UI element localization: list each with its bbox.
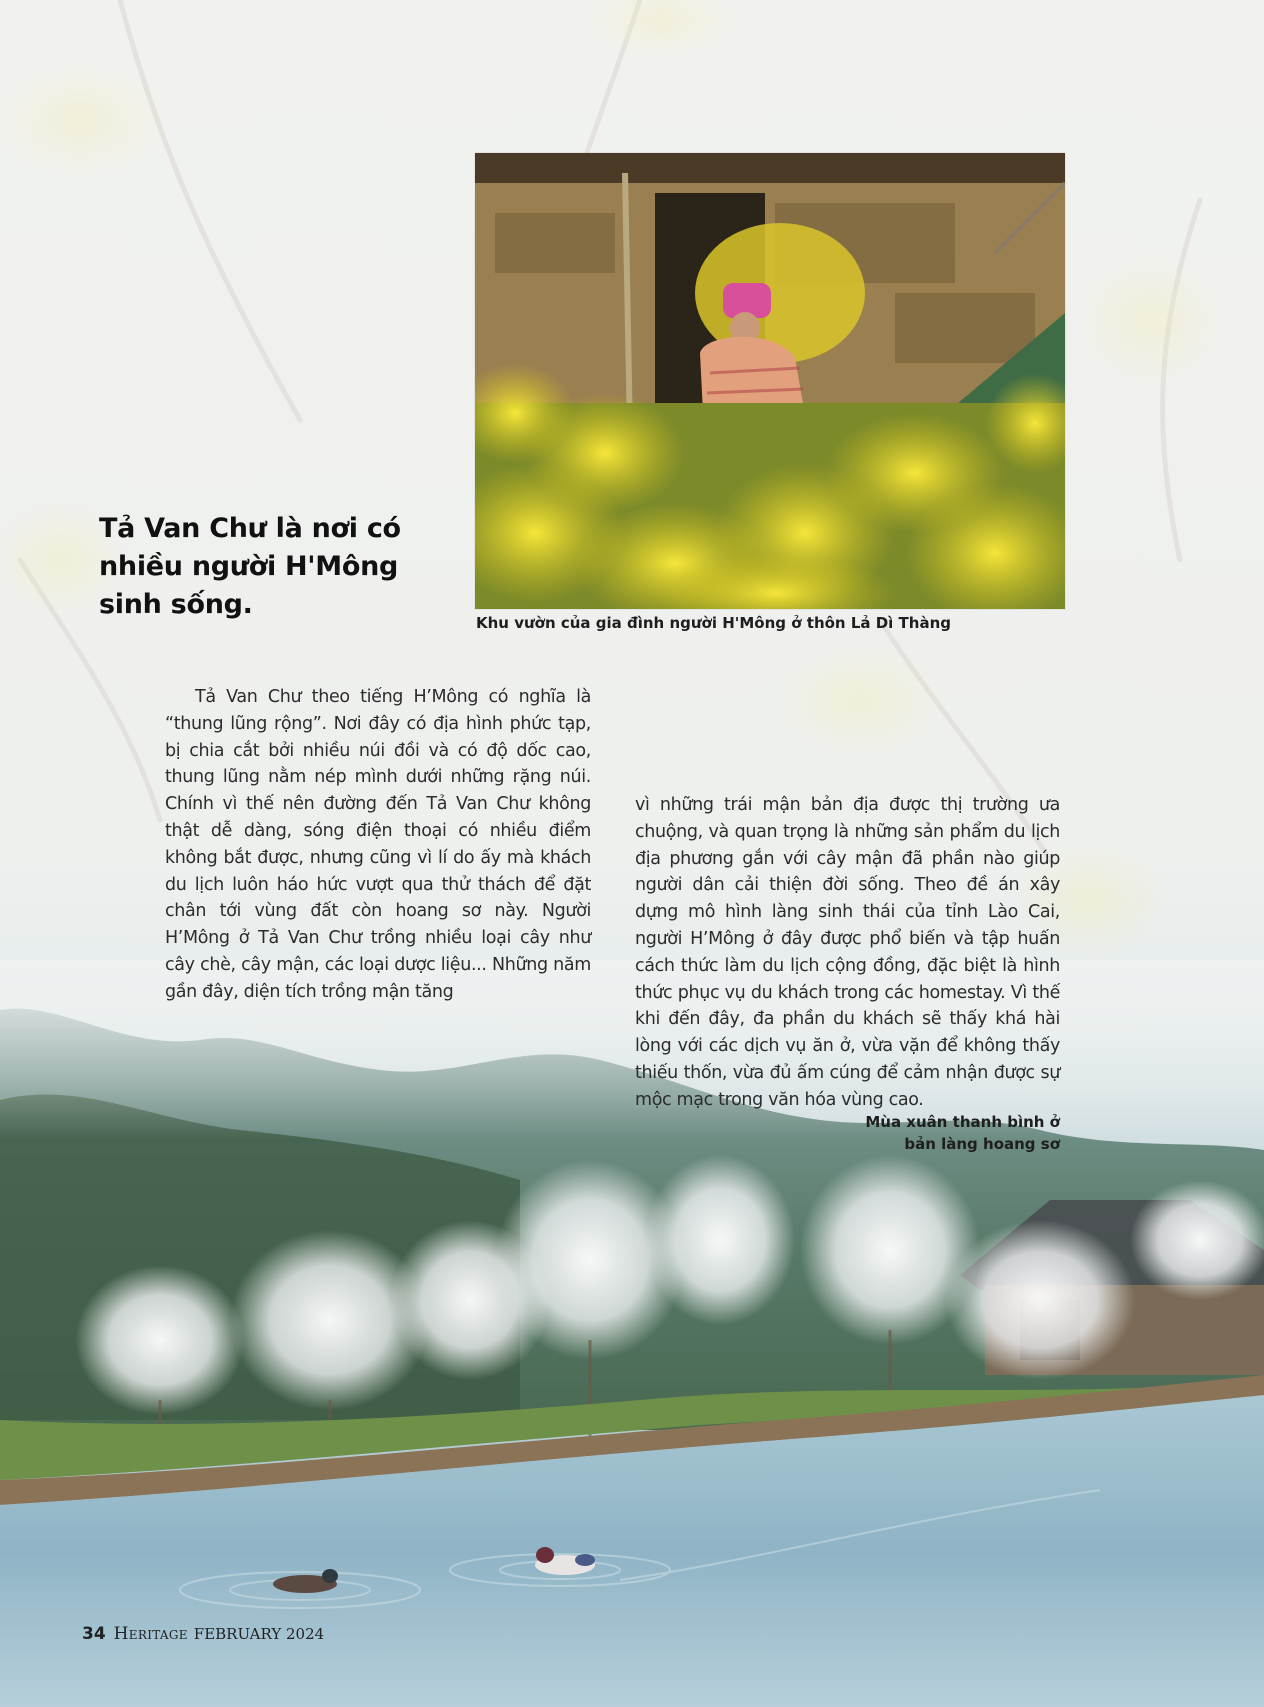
scene-caption-line-1: Mùa xuân thanh bình ở — [865, 1113, 1060, 1131]
scene-caption — [800, 1111, 1060, 1155]
issue-date: FEBRUARY 2024 — [193, 1625, 325, 1643]
pull-quote: Tả Van Chư là nơi có nhiều người H'Mông sinh sống. — [99, 513, 401, 620]
scene-caption-line-2: bản làng hoang sơ — [904, 1135, 1060, 1153]
article-body-right-column: vì những trái mận bản địa được thị trường ưa chuộng, và quan trọng là những sản phẩm du lịch địa phương gắn với cây mận đã phần nào giúp người dân cải thiện đời sống. Theo đề án xây dựng mô hình làng sinh thái của tỉnh Lào Cai, người H’Mông ở đây được phổ biến và tập huấn cách thức làm du lịch cộng đồng, đặc biệt là hình thức phục vụ du khách trong các homestay. Vì thế khi đến đây, đa phần du khách sẽ thấy khá hài lòng với các dịch vụ ăn ở, vừa vặn để không thấy thiếu thốn, vừa đủ ấm cúng để cảm nhận được sự mộc mạc trong văn hóa vùng cao. — [635, 795, 1060, 1110]
article-body-left-column: Tả Van Chư theo tiếng H’Mông có nghĩa là “thung lũng rộng”. Nơi đây có địa hình phức tạp, bị chia cắt bởi nhiều núi đồi và có độ dốc cao, thung lũng nằm nép mình dưới những rặng núi. Chính vì thế nên đường đến Tả Van Chư không thật dễ dàng, sóng điện thoại có nhiều điểm không bắt được, nhưng cũng vì lí do ấy mà khách du lịch luôn háo hức vượt qua thử thách để đặt chân tới vùng đất còn hoang sơ này. Người H’Mông ở Tả Van Chư trồng nhiều loại cây như cây chè, cây mận, các loại dược liệu... Những năm gần đây, diện tích trồng mận tăng — [165, 687, 591, 1002]
magazine-name: Heritage — [113, 1624, 188, 1644]
page-footer — [82, 1624, 324, 1644]
hmong-garden-photo — [475, 153, 1065, 609]
page-number: 34 — [82, 1624, 106, 1644]
photo-caption: Khu vườn của gia đình người H'Mông ở thôn Lả Dì Thàng — [476, 614, 951, 632]
